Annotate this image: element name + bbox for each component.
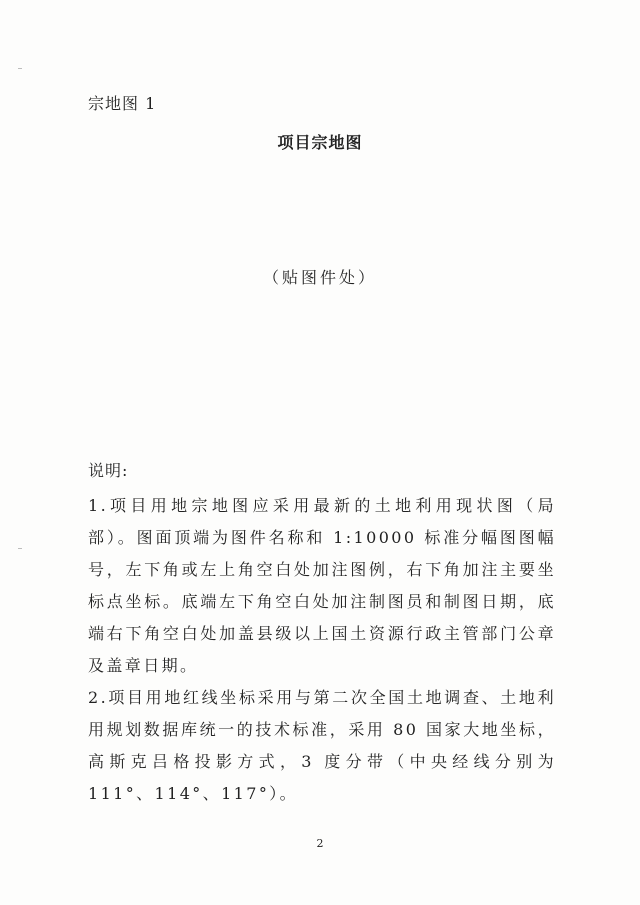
note-paragraph-2: 2.项目用地红线坐标采用与第二次全国土地调查、土地利用规划数据库统一的技术标准，采用 80 国家大地坐标，高斯克吕格投影方式，3 度分带（中央经线分别为 111°、114°、117°）。 [88,688,556,803]
scan-mark [18,68,22,69]
page-title: 项目宗地图 [277,133,363,152]
page-number: 2 [316,837,324,850]
scan-mark [18,548,22,549]
image-placeholder-text: （贴图件处） [262,268,377,287]
note-paragraph-1: 1.项目用地宗地图应采用最新的土地利用现状图（局部）。图面顶端为图件名称和 1:10000 标准分幅图图幅号，左下角或左上角空白处加注图例，右下角加注主要坐标点坐标。底端左下角空白处加注制图员和制图日期，底端右下角空白处加盖县级以上国土资源行政主管部门公章及盖章日期。 [88,496,556,675]
notes-heading: 说明: [88,461,129,480]
figure-label: 宗地图 1 [88,94,157,113]
notes-body [88,490,556,810]
